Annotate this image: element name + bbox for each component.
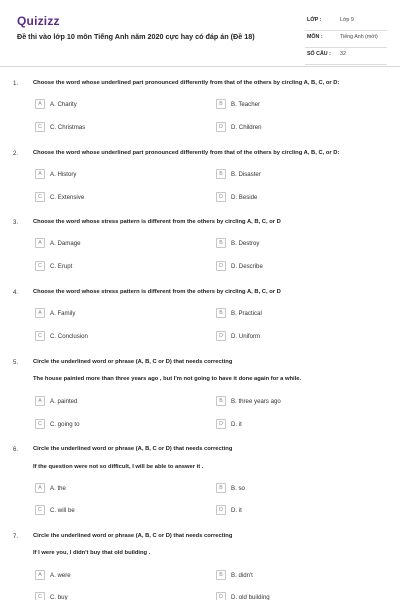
option-text: B. didn't xyxy=(231,571,253,579)
question-prompt: Choose the word whose underlined part pronounced differently from that of the others by circling A, B, C, or D: xyxy=(33,150,340,156)
meta-value: Lớp 9 xyxy=(340,17,354,23)
option-text: A. Damage xyxy=(50,239,81,247)
option-letter: B xyxy=(216,238,226,248)
worksheet-header xyxy=(0,0,400,66)
option-text: B. Teacher xyxy=(231,100,261,108)
option-letter: B xyxy=(216,99,226,109)
option-letter: D xyxy=(216,192,226,202)
option-letter: B xyxy=(216,570,226,580)
option-text: D. Children xyxy=(231,123,262,131)
option-letter: C xyxy=(35,419,45,429)
option-letter: C xyxy=(35,592,45,600)
option-text: C. buy xyxy=(50,593,68,600)
option-letter: D xyxy=(216,419,226,429)
meta-label: LỚP : xyxy=(307,17,322,23)
question-number: 1. xyxy=(13,80,19,87)
meta-row-class xyxy=(305,14,387,31)
option-letter: D xyxy=(216,331,226,341)
option-text: C. going to xyxy=(50,420,80,428)
option-letter: A xyxy=(35,238,45,248)
question-sentence: If the question were not so difficult, I will be able to answer it . xyxy=(33,464,204,470)
option-letter: A xyxy=(35,169,45,179)
question-prompt: Choose the word whose stress pattern is different from the others by circling A, B, C, or D xyxy=(33,219,281,225)
option-text: B. three years ago xyxy=(231,397,281,405)
option-text: D. Describe xyxy=(231,262,263,270)
question-sentence: If I were you, I didn't buy that old building . xyxy=(33,550,151,556)
option-letter: C xyxy=(35,331,45,341)
header-divider xyxy=(0,66,400,67)
question-sentence: The house painted more than three years ago , but I'm not going to have it done again for a while. xyxy=(33,376,302,382)
option-text: C. Extensive xyxy=(50,193,85,201)
option-text: C. Conclusion xyxy=(50,332,88,340)
option-text: B. Practical xyxy=(231,309,262,317)
option-letter: B xyxy=(216,169,226,179)
option-text: A. History xyxy=(50,170,77,178)
option-letter: C xyxy=(35,505,45,515)
option-letter: C xyxy=(35,122,45,132)
meta-label: MÔN : xyxy=(307,34,323,40)
question-number: 7. xyxy=(13,533,19,540)
option-text: B. so xyxy=(231,484,245,492)
option-text: D. old building xyxy=(231,593,270,600)
meta-row-subject xyxy=(305,31,387,48)
meta-label: SỐ CÂU : xyxy=(307,51,331,57)
option-letter: D xyxy=(216,592,226,600)
meta-value: Tiếng Anh (mới) xyxy=(340,34,378,40)
option-letter: D xyxy=(216,505,226,515)
option-letter: A xyxy=(35,570,45,580)
option-letter: A xyxy=(35,99,45,109)
question-prompt: Circle the underlined word or phrase (A, B, C or D) that needs correcting xyxy=(33,533,233,539)
option-text: A. the xyxy=(50,484,66,492)
option-letter: C xyxy=(35,261,45,271)
worksheet-meta xyxy=(305,14,387,65)
meta-value: 32 xyxy=(340,51,346,57)
option-text: B. Disaster xyxy=(231,170,261,178)
option-text: A. were xyxy=(50,571,71,579)
option-letter: A xyxy=(35,396,45,406)
question-number: 5. xyxy=(13,359,19,366)
option-text: B. Destroy xyxy=(231,239,260,247)
meta-row-count xyxy=(305,48,387,65)
question-number: 2. xyxy=(13,150,19,157)
option-text: C. Erupt xyxy=(50,262,73,270)
option-text: A. Family xyxy=(50,309,76,317)
quizizz-logo: Quizizz xyxy=(17,14,60,28)
option-letter: D xyxy=(216,261,226,271)
option-letter: B xyxy=(216,308,226,318)
question-prompt: Circle the underlined word or phrase (A, B, C or D) that needs correcting xyxy=(33,359,233,365)
option-text: D. Beside xyxy=(231,193,258,201)
option-text: C. will be xyxy=(50,506,75,514)
question-prompt: Choose the word whose stress pattern is different from the others by circling A, B, C, or D xyxy=(33,289,281,295)
question-number: 4. xyxy=(13,289,19,296)
question-number: 3. xyxy=(13,219,19,226)
question-prompt: Choose the word whose underlined part pronounced differently from that of the others by circling A, B, C, or D: xyxy=(33,80,340,86)
question-prompt: Circle the underlined word or phrase (A, B, C or D) that needs correcting xyxy=(33,446,233,452)
option-text: A. painted xyxy=(50,397,78,405)
option-text: C. Christmas xyxy=(50,123,86,131)
option-letter: C xyxy=(35,192,45,202)
option-letter: A xyxy=(35,483,45,493)
option-letter: D xyxy=(216,122,226,132)
question-number: 6. xyxy=(13,446,19,453)
worksheet-title: Đề thi vào lớp 10 môn Tiếng Anh năm 2020 cực hay có đáp án (Đề 18) xyxy=(17,32,255,41)
option-letter: A xyxy=(35,308,45,318)
option-letter: B xyxy=(216,396,226,406)
option-text: D. Uniform xyxy=(231,332,261,340)
option-text: D. it xyxy=(231,506,242,514)
option-text: A. Charity xyxy=(50,100,77,108)
option-letter: B xyxy=(216,483,226,493)
option-text: D. it xyxy=(231,420,242,428)
